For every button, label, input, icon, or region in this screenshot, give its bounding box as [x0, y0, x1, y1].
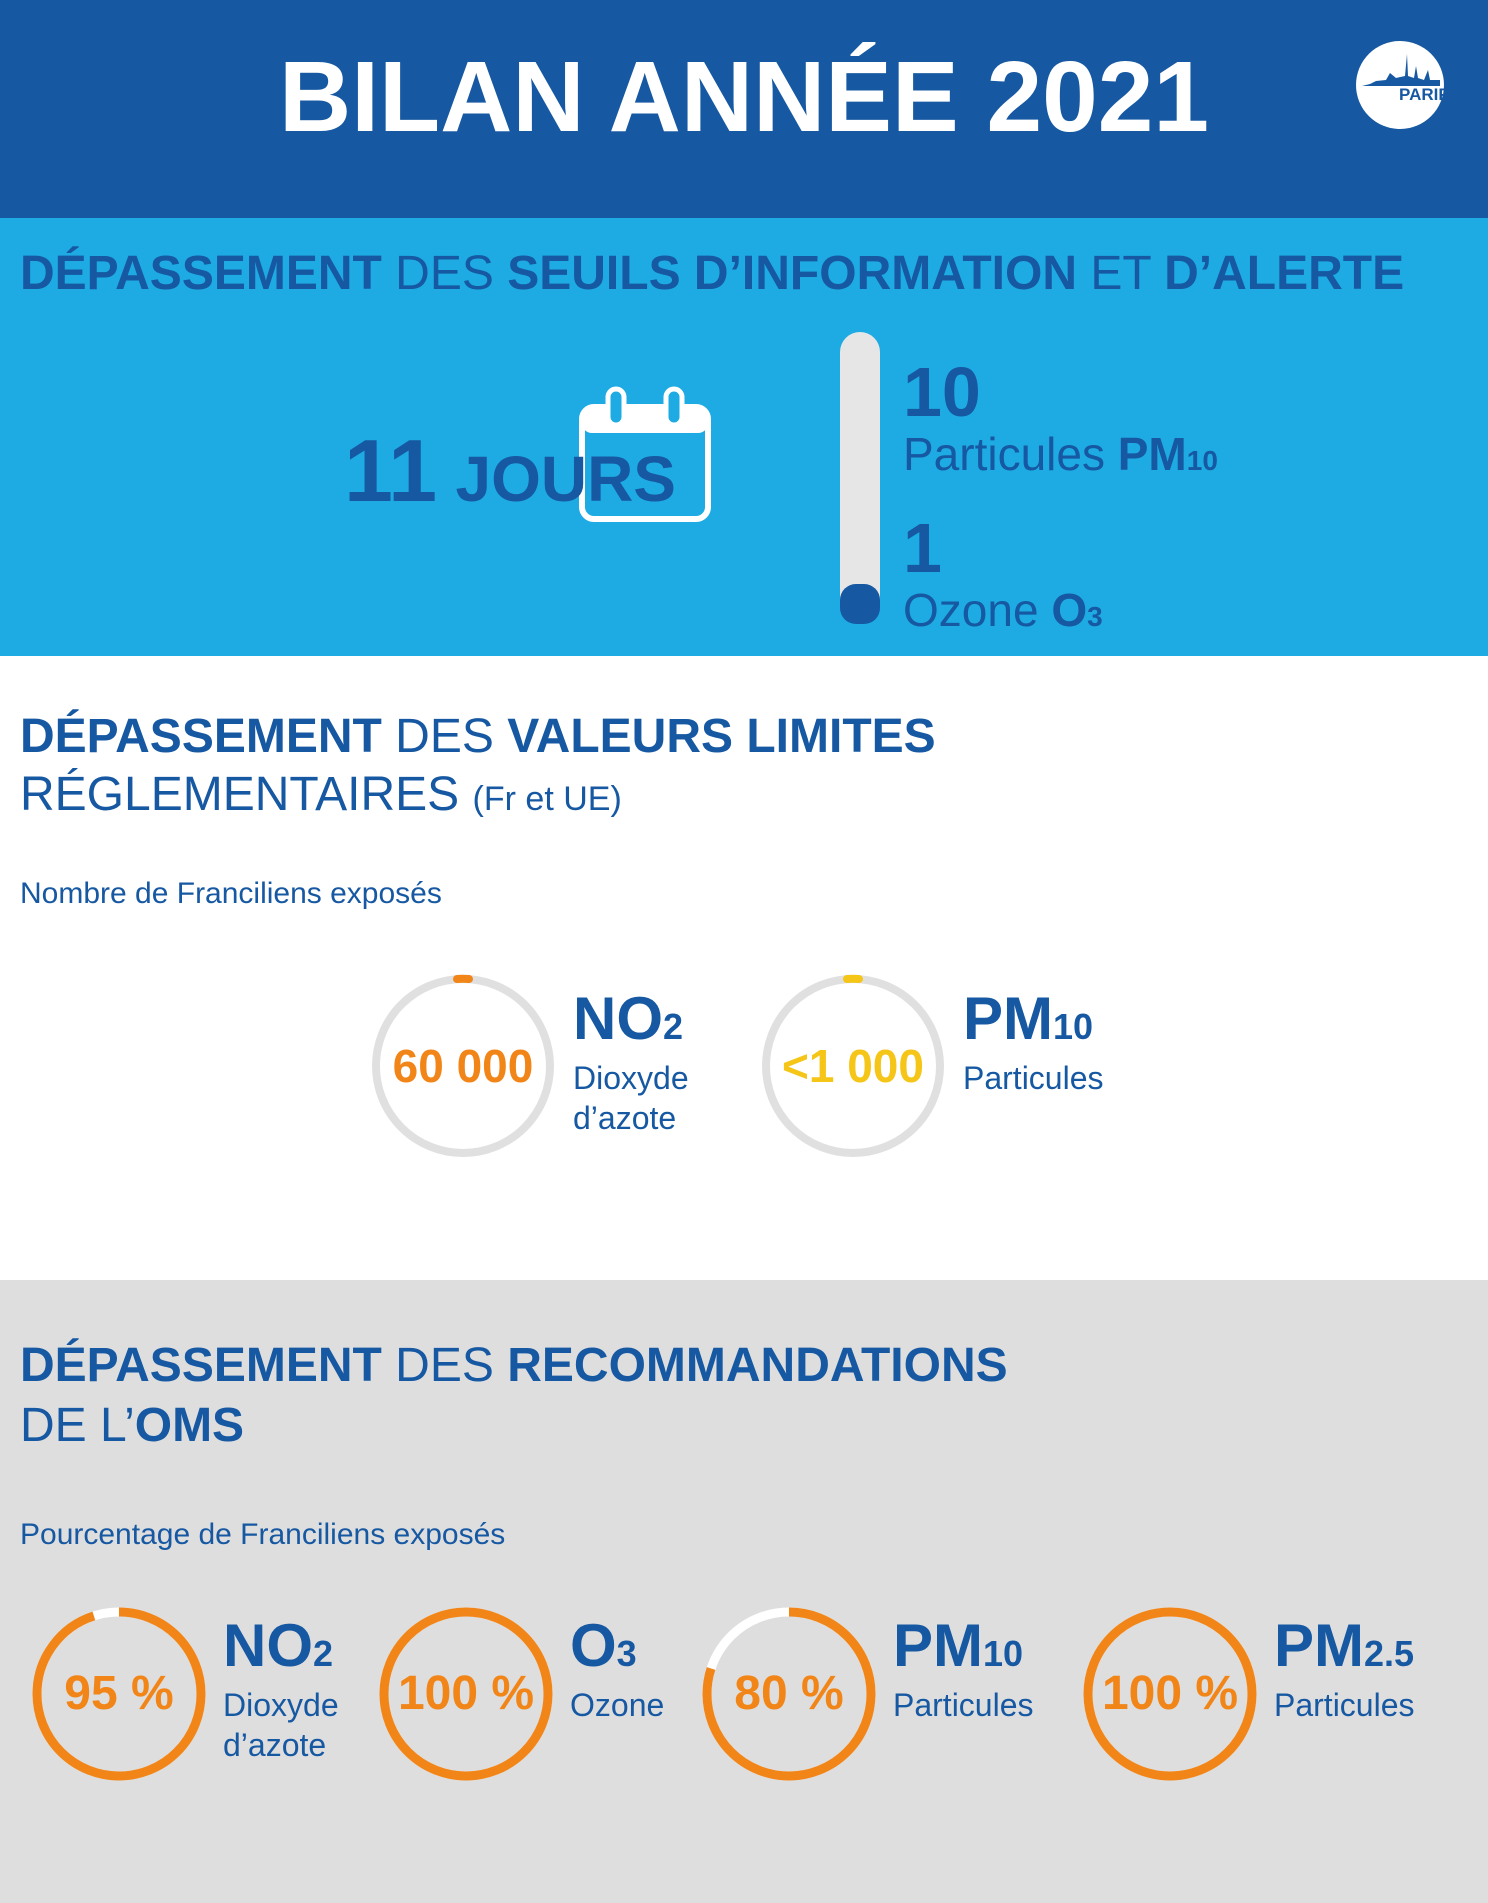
heading-word: RÉGLEMENTAIRES	[20, 768, 460, 821]
pollutant-name-line1: Dioxyde	[223, 1687, 339, 1723]
pollutant-code-main: PM	[893, 1612, 983, 1679]
ozone-alert-label	[903, 584, 1103, 643]
pollutant-label	[573, 985, 689, 1138]
airparif-logo	[1290, 40, 1450, 130]
limits-caption: Nombre de Franciliens exposés	[20, 877, 442, 910]
pm10-alert-block	[903, 353, 1218, 487]
heading-word: SEUILS D’INFORMATION	[507, 247, 1077, 300]
heading-word: ET	[1090, 247, 1151, 300]
page-title: BILAN ANNÉE 2021	[279, 41, 1209, 153]
ozone-sub: 3	[1087, 601, 1103, 632]
pollutant-label	[963, 985, 1104, 1098]
ring-value: 80 %	[734, 1667, 844, 1720]
pollutant-name-line1: Ozone	[570, 1687, 665, 1723]
heading-word: (Fr et UE)	[472, 780, 622, 818]
ring-value: 100 %	[1101, 1667, 1239, 1720]
pollutant-code	[223, 1612, 339, 1685]
heading-word: VALEURS LIMITES	[507, 710, 936, 763]
ring-value: 60 000	[392, 1040, 534, 1092]
heading-word: DES	[395, 710, 494, 763]
alert-heading	[20, 245, 1404, 303]
pollutant-code-sub: 10	[983, 1633, 1024, 1674]
pollutant-code-main: PM	[1274, 1612, 1364, 1679]
ring-value: <1 000	[782, 1040, 924, 1092]
pollutant-code-main: PM	[963, 985, 1053, 1052]
pollutant-code-sub: 3	[616, 1633, 637, 1674]
oms-heading-line2	[20, 1397, 244, 1455]
oms-heading	[20, 1337, 1008, 1395]
heading-word: D’ALERTE	[1164, 247, 1405, 300]
pollutant-code	[570, 1612, 664, 1685]
pollutant-name-line1: Dioxyde	[573, 1060, 689, 1096]
pm10-label-text: Particules	[903, 428, 1105, 480]
pollutant-code-main: NO	[573, 985, 663, 1052]
pollutant-code-sub: 10	[1053, 1006, 1094, 1047]
days-unit: JOURS	[455, 443, 676, 515]
heading-word: DÉPASSEMENT	[20, 1339, 382, 1392]
pollutant-label	[1274, 1612, 1415, 1725]
pollutant-code-main: NO	[223, 1612, 313, 1679]
pollutant-code-sub: 2	[313, 1633, 334, 1674]
pollutant-code	[573, 985, 689, 1058]
ring-value: 95 %	[64, 1667, 174, 1720]
pollutant-name-line2: d’azote	[223, 1727, 327, 1763]
heading-word: DÉPASSEMENT	[20, 247, 382, 300]
pollutant-label	[223, 1612, 339, 1765]
limits-heading-line2	[20, 766, 622, 828]
oms-caption: Pourcentage de Franciliens exposés	[20, 1518, 506, 1551]
days-counter	[344, 420, 676, 522]
ozone-alert-block	[903, 509, 1103, 643]
pollutant-code	[1274, 1612, 1415, 1685]
gauge-track	[840, 332, 880, 624]
ozone-code: O	[1051, 584, 1088, 636]
heading-word: OMS	[134, 1399, 245, 1452]
logo-text-air: AIR	[1372, 85, 1402, 104]
pollutant-label	[570, 1612, 665, 1725]
pollutant-code-sub: 2.5	[1364, 1633, 1415, 1674]
logo-text-parif: PARIF	[1399, 85, 1449, 104]
pm10-sub: 10	[1186, 445, 1218, 476]
pm10-alert-label	[903, 428, 1218, 487]
heading-word: DE L’	[20, 1399, 135, 1452]
pollutant-code	[963, 985, 1104, 1058]
heading-word: DES	[395, 1339, 494, 1392]
pollutant-code	[893, 1612, 1034, 1685]
pollutant-name-line2: d’azote	[573, 1100, 677, 1136]
pm10-alert-count: 10	[903, 353, 981, 431]
limits-heading	[20, 708, 936, 766]
heading-word: DÉPASSEMENT	[20, 710, 382, 763]
airparif-skyline-logo-icon	[1290, 40, 1450, 130]
pollutant-label	[893, 1612, 1034, 1725]
pollutant-code-main: O	[570, 1612, 617, 1679]
pollutant-name-line1: Particules	[893, 1687, 1034, 1723]
ozone-alert-count: 1	[903, 509, 942, 587]
ring-value: 100 %	[397, 1667, 535, 1720]
gauge-ozone-fill	[840, 584, 880, 624]
pollutant-name-line1: Particules	[963, 1060, 1104, 1096]
heading-word: DES	[395, 247, 494, 300]
pm10-code: PM	[1117, 428, 1187, 480]
pollutant-code-sub: 2	[663, 1006, 684, 1047]
days-number: 11	[344, 421, 438, 520]
days-gauge	[838, 330, 882, 626]
ozone-label-text: Ozone	[903, 584, 1039, 636]
pollutant-name-line1: Particules	[1274, 1687, 1415, 1723]
heading-word: RECOMMANDATIONS	[507, 1339, 1008, 1392]
